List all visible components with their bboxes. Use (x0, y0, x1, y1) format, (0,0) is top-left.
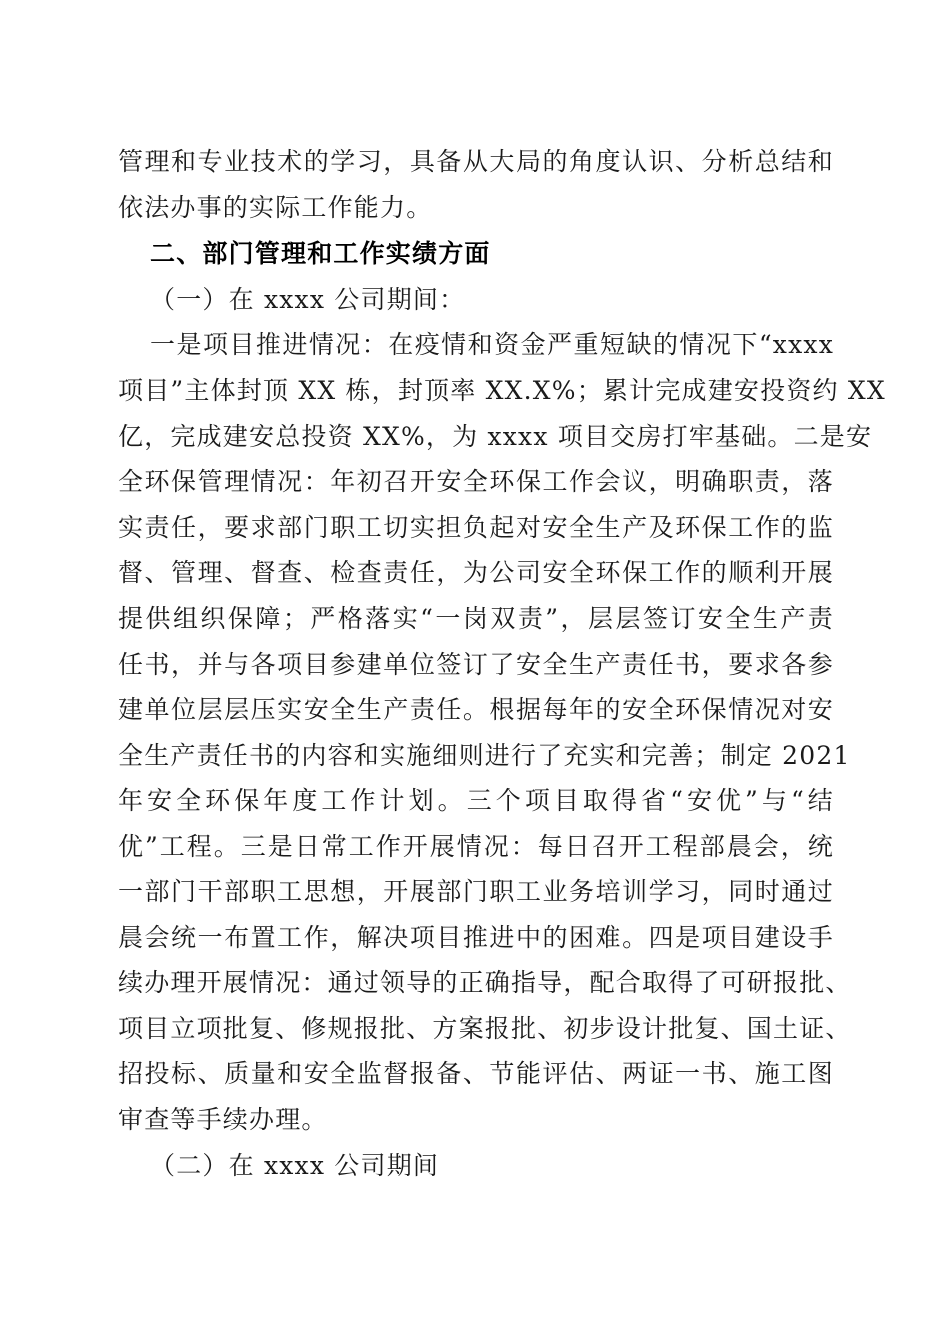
paragraph-line-2: 项目”主体封顶 XX 栋，封顶率 XX.X%；累计完成建安投资约 XX (118, 376, 886, 405)
paragraph-line-10: 全生产责任书的内容和实施细则进行了充实和完善；制定 2021 (118, 741, 851, 770)
paragraph-line-8: 任书，并与各项目参建单位签订了安全生产责任书，要求各参 (118, 650, 834, 679)
paragraph-line-14: 晨会统一布置工作，解决项目推进中的困难。四是项目建设手 (118, 923, 834, 952)
intro-line-1: 管理和专业技术的学习，具备从大局的角度认识、分析总结和 (118, 147, 834, 176)
paragraph-line-3: 亿，完成建安总投资 XX%，为 xxxx 项目交房打牢基础。二是安 (118, 422, 873, 451)
paragraph-line-4: 全环保管理情况：年初召开安全环保工作会议，明确职责，落 (118, 467, 834, 496)
intro-line-2: 依法办事的实际工作能力。 (118, 193, 433, 222)
subsection-heading-2: （二）在 xxxx 公司期间 (150, 1151, 440, 1180)
paragraph-line-6: 督、管理、督查、检查责任，为公司安全环保工作的顺利开展 (118, 558, 834, 587)
section-heading: 二、部门管理和工作实绩方面 (150, 239, 491, 268)
paragraph-line-9: 建单位层层压实安全生产责任。根据每年的安全环保情况对安 (118, 695, 834, 724)
paragraph-line-7: 提供组织保障；严格落实“一岗双责”，层层签订安全生产责 (118, 604, 834, 633)
paragraph-line-12: 优”工程。三是日常工作开展情况：每日召开工程部晨会，统 (118, 832, 834, 861)
paragraph-line-13: 一部门干部职工思想，开展部门职工业务培训学习，同时通过 (118, 877, 834, 906)
subsection-heading-1: （一）在 xxxx 公司期间： (150, 285, 466, 314)
paragraph-line-18: 审查等手续办理。 (118, 1105, 328, 1134)
paragraph-line-15: 续办理开展情况：通过领导的正确指导，配合取得了可研报批、 (118, 968, 852, 997)
paragraph-line-16: 项目立项批复、修规报批、方案报批、初步设计批复、国土证、 (118, 1014, 852, 1043)
paragraph-line-5: 实责任，要求部门职工切实担负起对安全生产及环保工作的监 (118, 513, 834, 542)
paragraph-line-11: 年安全环保年度工作计划。三个项目取得省“安优”与“结 (118, 786, 834, 815)
paragraph-line-17: 招投标、质量和安全监督报备、节能评估、两证一书、施工图 (118, 1059, 834, 1088)
paragraph-line-1: 一是项目推进情况：在疫情和资金严重短缺的情况下“xxxx (150, 330, 834, 359)
